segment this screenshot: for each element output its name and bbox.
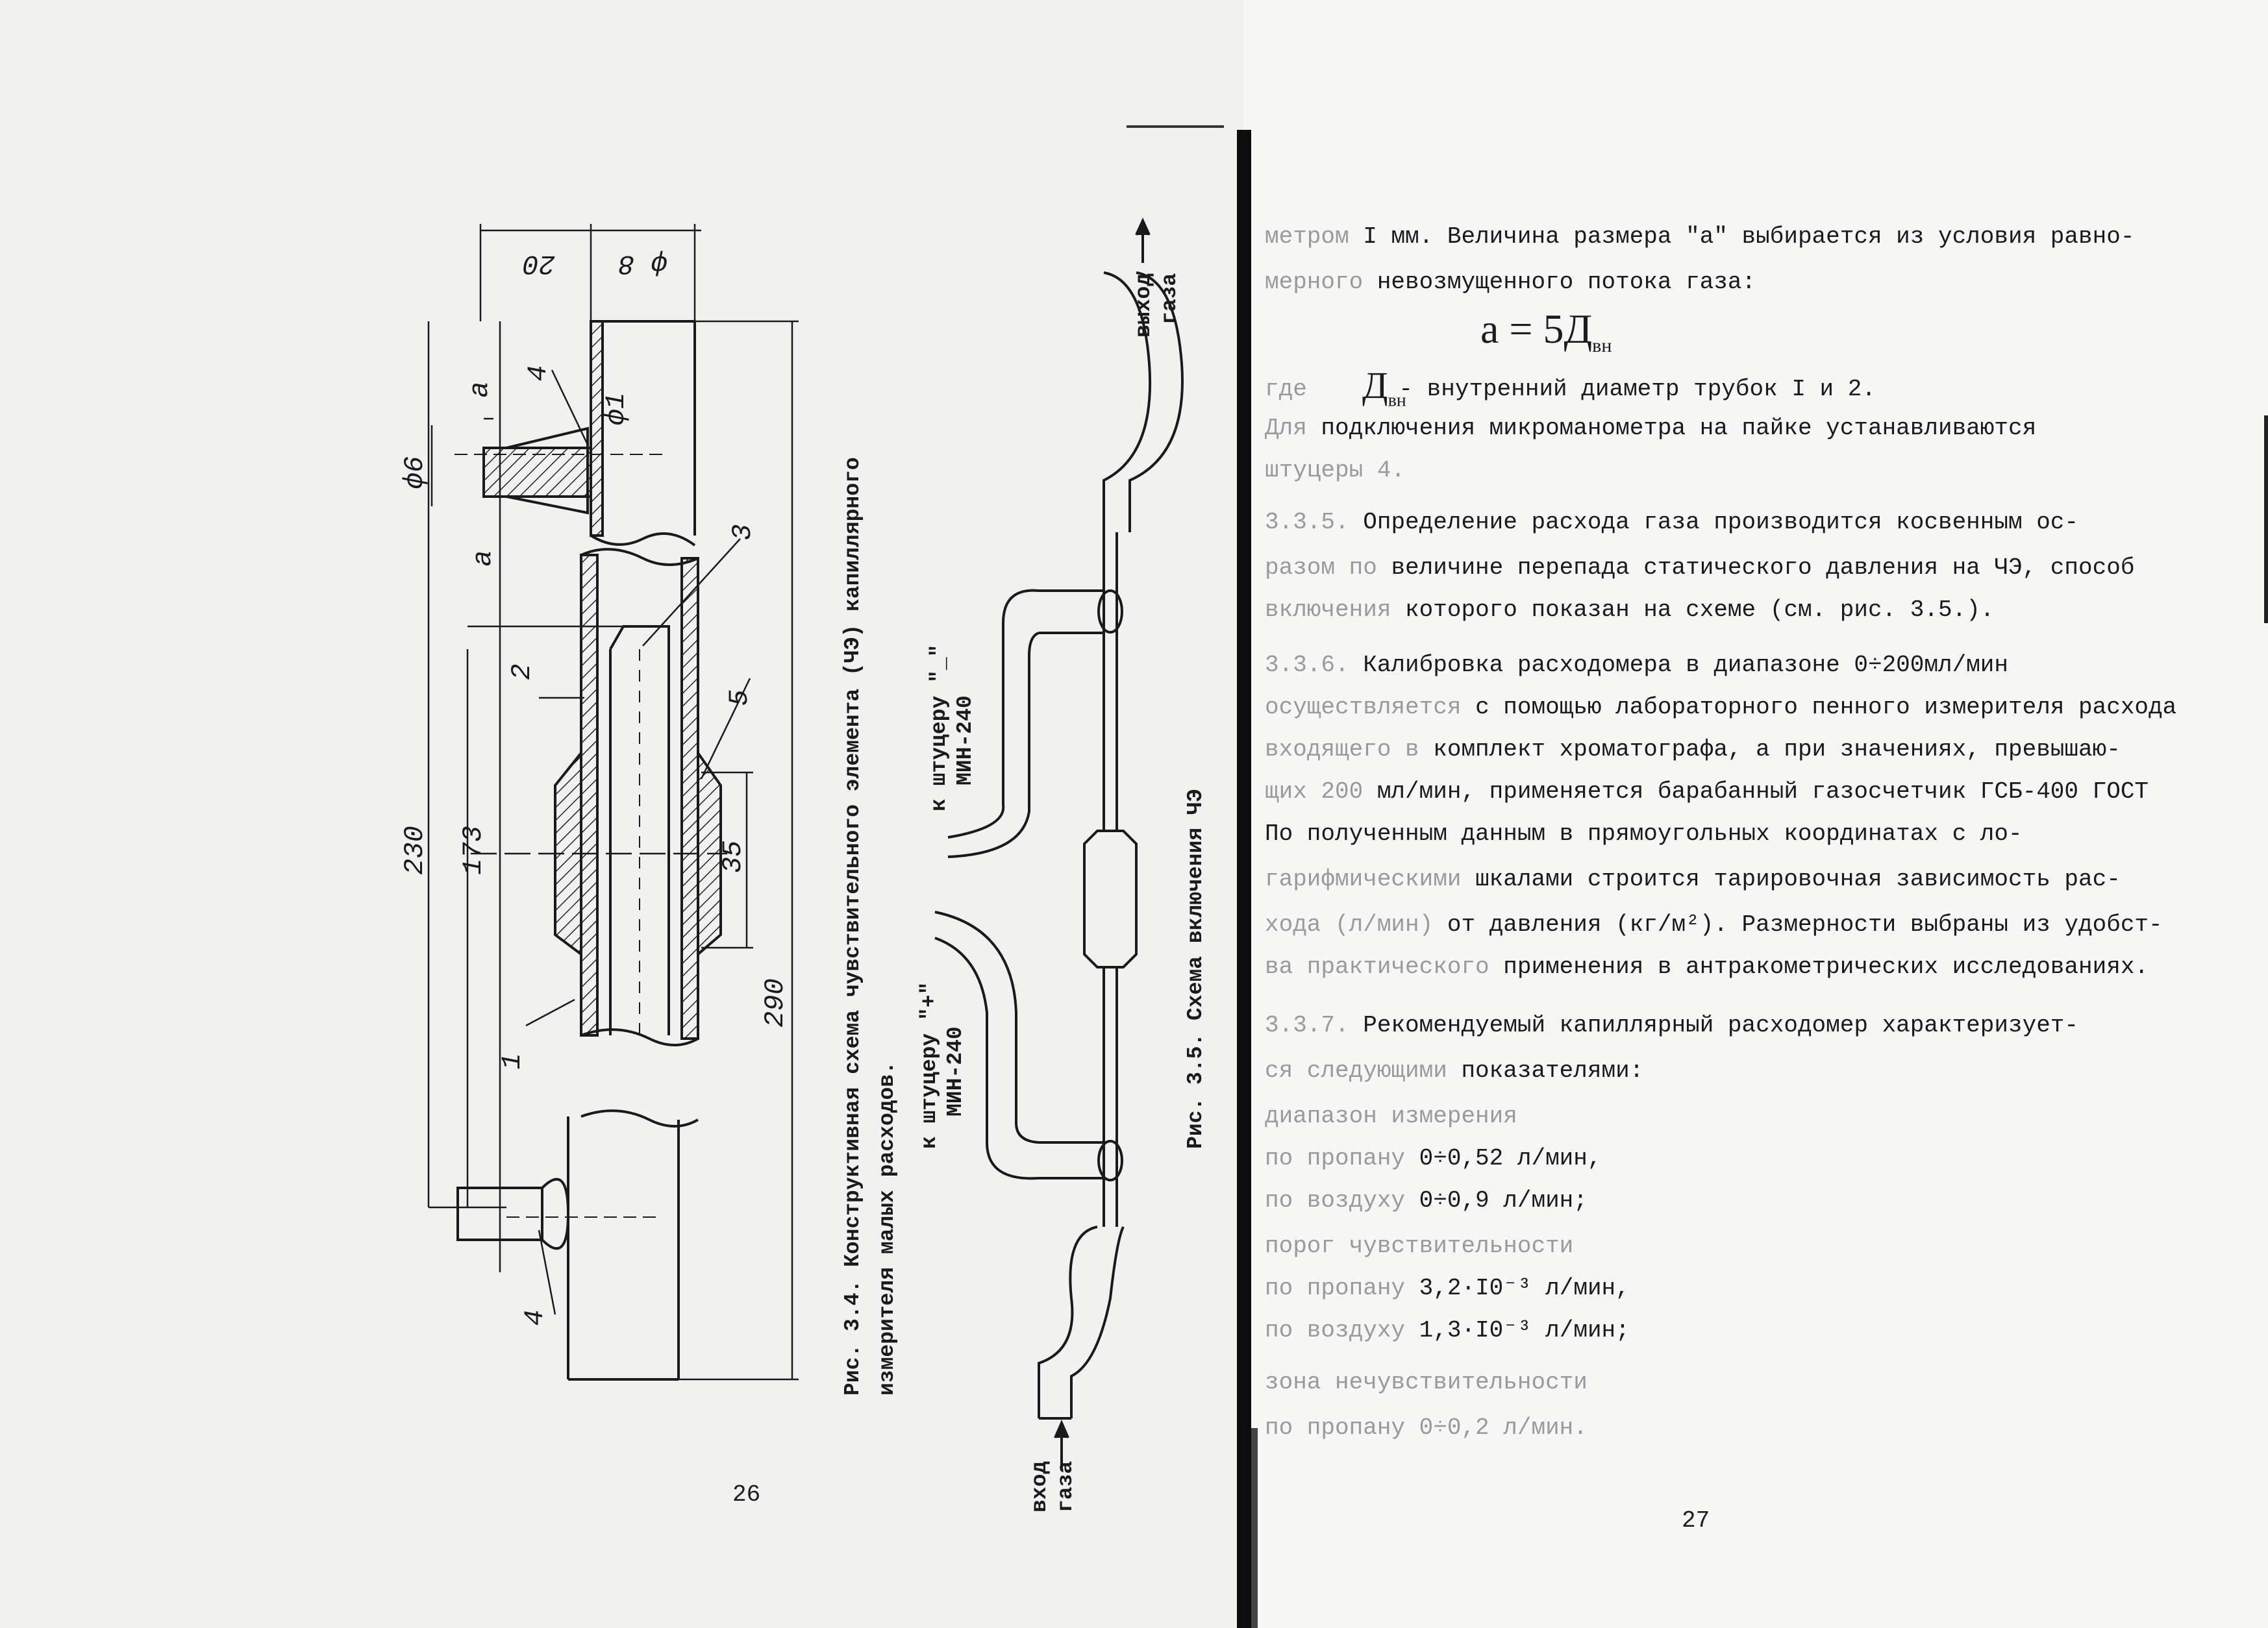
faded-text: по пропану — [1265, 1145, 1419, 1172]
text-line — [1265, 1370, 2239, 1396]
inlet-label-line1: вход — [1028, 1461, 1052, 1512]
line-text: комплект хроматографа, а при значениях, превышаю- — [1433, 736, 2121, 763]
label-3: 3 — [727, 524, 758, 541]
formula — [1480, 305, 1612, 357]
text-line — [1265, 1104, 2239, 1129]
line-text: - внутренний диаметр трубок I и 2. — [1399, 376, 1876, 402]
text-line — [1265, 1415, 2239, 1441]
fig35-caption: Рис. 3.5. Схема включения ЧЭ — [1184, 789, 1208, 1149]
line-text: 1,3·I0⁻³ л/мин; — [1419, 1317, 1630, 1344]
page-number-left: 26 — [732, 1481, 761, 1508]
dim-20: 20 — [522, 248, 556, 279]
text-line — [1265, 555, 2239, 581]
label-2: 2 — [506, 663, 538, 680]
line-text: подключения микроманометра на пайке устанавливаются — [1321, 415, 2037, 441]
text-line — [1265, 1058, 2239, 1084]
symbol-subscript: вн — [1388, 390, 1406, 411]
line-text: I мм. Величина размера "а" выбирается из условия равно- — [1363, 223, 2135, 250]
plus-fitting-line1: к штуцеру "+" — [917, 981, 941, 1149]
formula-subscript: вн — [1592, 334, 1612, 356]
dim-230: 230 — [399, 826, 430, 875]
faded-text: диапазон измерения — [1265, 1103, 1517, 1129]
book-gutter-shadow — [1251, 1428, 1258, 1628]
line-text: применения в антракометрических исследованиях. — [1503, 954, 2149, 980]
faded-text: входящего в — [1265, 736, 1434, 763]
faded-text: разом по — [1265, 554, 1391, 581]
faded-text: включения — [1265, 597, 1406, 623]
faded-text: щих 200 — [1265, 778, 1377, 805]
text-line — [1265, 821, 2239, 847]
faded-text: 3.3.7. — [1265, 1012, 1364, 1039]
faded-text: где — [1265, 376, 1321, 402]
fig34-caption-line2: измерителя малых расходов. — [875, 1061, 899, 1396]
faded-text: по воздуху — [1265, 1317, 1419, 1344]
plus-fitting-line2: МИН-240 — [943, 1026, 967, 1116]
dim-phi8: ф 8 — [618, 248, 667, 279]
faded-text: порог чувствительности — [1265, 1233, 1574, 1259]
faded-text: гарифмическими — [1265, 866, 1476, 893]
dim-phi1: ф1 — [601, 392, 632, 426]
label-1: 1 — [497, 1053, 528, 1070]
text-line — [1265, 779, 2239, 805]
faded-text: ва практического — [1265, 954, 1504, 980]
text-line — [1265, 510, 2239, 536]
text-line — [1265, 1318, 2239, 1344]
line-text: от давления (кг/м²). Размерности выбраны из удобст- — [1447, 911, 2163, 938]
text-line — [1265, 1146, 2239, 1172]
text-line — [1265, 376, 2239, 402]
text-line — [1265, 954, 2239, 980]
text-line — [1265, 415, 2239, 441]
text-line — [1265, 867, 2239, 893]
text-line — [1265, 652, 2239, 678]
right-edge-mark — [2264, 415, 2268, 623]
text-line — [1265, 1276, 2239, 1301]
label-5: 5 — [724, 689, 755, 706]
faded-text: 3.3.6. — [1265, 652, 1364, 678]
faded-text: 3.3.5. — [1265, 509, 1364, 536]
line-text: 0÷0,9 л/мин; — [1419, 1187, 1588, 1214]
dim-290: 290 — [760, 978, 791, 1028]
line-text: Рекомендуемый капиллярный расходомер характеризует- — [1363, 1012, 2079, 1039]
text-line — [1265, 737, 2239, 763]
faded-text: по воздуху — [1265, 1187, 1419, 1214]
line-text: мл/мин, применяется барабанный газосчетчик ГСБ-400 ГОСТ — [1377, 778, 2149, 805]
symbol-letter: Д — [1362, 364, 1388, 406]
line-text: По полученным данным в прямоугольных координатах с ло- — [1265, 820, 2023, 847]
text-line — [1265, 269, 2239, 295]
dim-a-mid: a — [467, 550, 499, 567]
text-line — [1265, 597, 2239, 623]
line-text: которого показан на схеме (см. рис. 3.5.). — [1405, 597, 1995, 623]
faded-text: ся следующими — [1265, 1057, 1462, 1084]
line-text: Калибровка расходомера в диапазоне 0÷200мл/мин — [1363, 652, 2008, 678]
inlet-label-line2: газа — [1054, 1461, 1078, 1512]
text-line — [1265, 912, 2239, 938]
label-4-top: 4 — [523, 365, 554, 382]
label-4-bottom: 4 — [519, 1309, 551, 1326]
text-line — [1265, 1013, 2239, 1039]
line-text: с помощью лабораторного пенного измерителя расхода — [1475, 694, 2177, 721]
minus-fitting-line2: МИН-240 — [953, 695, 977, 785]
line-text: Определение расхода газа производится косвенным ос- — [1363, 509, 2079, 536]
faded-text: мерного — [1265, 269, 1377, 295]
line-text: невозмущенного потока газа: — [1377, 269, 1756, 295]
line-text: 3,2·I0⁻³ л/мин, — [1419, 1275, 1630, 1301]
dim-35: 35 — [717, 840, 749, 874]
minus-fitting-line1: к штуцеру "_" — [927, 644, 951, 811]
line-text: шкалами строится тарировочная зависимость рас- — [1475, 866, 2121, 893]
faded-text: зона нечувствительности — [1265, 1369, 1588, 1396]
line-text: показателями: — [1461, 1057, 1644, 1084]
dim-phi6: ф6 — [399, 456, 430, 489]
faded-text: Для — [1265, 415, 1321, 441]
faded-text: метром — [1265, 223, 1364, 250]
page-number-right: 27 — [1682, 1507, 1710, 1534]
faded-text: по пропану 0÷0,2 л/мин. — [1265, 1414, 1588, 1441]
fig35-drawing — [935, 221, 1182, 1470]
faded-text: по пропану — [1265, 1275, 1419, 1301]
text-line — [1265, 1233, 2239, 1259]
faded-text: хода (л/мин) — [1265, 911, 1447, 938]
text-line — [1265, 224, 2239, 250]
outlet-label-line1: выход — [1132, 273, 1156, 338]
line-text: 0÷0,52 л/мин, — [1419, 1145, 1602, 1172]
inner-diameter-symbol — [1362, 364, 1406, 412]
text-line — [1265, 695, 2239, 721]
outlet-label-line2: газа — [1158, 273, 1182, 325]
line-text: величине перепада статического давления на ЧЭ, способ — [1391, 554, 2135, 581]
faded-text: штуцеры 4. — [1265, 457, 1406, 484]
faded-text: осуществляется — [1265, 694, 1476, 721]
text-line — [1265, 1188, 2239, 1214]
text-line — [1265, 458, 2239, 484]
fig34-caption-line1: Рис. 3.4. Конструктивная схема чувствительного элемента (ЧЭ) капиллярного — [841, 457, 865, 1396]
dim-173: 173 — [458, 826, 489, 875]
dim-a-top: a — [464, 381, 495, 398]
formula-lhs: a = 5Д — [1480, 306, 1593, 352]
